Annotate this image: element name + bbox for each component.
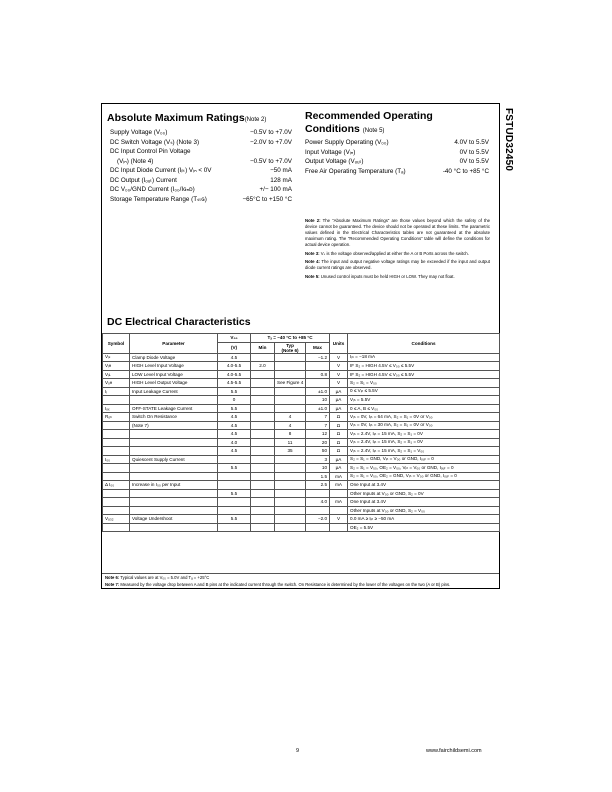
cell-vcc: 0 bbox=[218, 396, 251, 405]
cell-parameter: Voltage Undershoot bbox=[130, 515, 218, 524]
cell-units: V bbox=[330, 515, 348, 524]
cell-max: 50 bbox=[306, 447, 330, 456]
cell-max bbox=[306, 523, 330, 532]
cell-typ bbox=[275, 472, 306, 481]
amr-label: (Vᵢₙ) (Note 4) bbox=[110, 157, 154, 165]
cell-conditions: 0.0 mA ≥ Iᵢₙ ≥ −50 mA bbox=[348, 515, 500, 524]
cell-typ bbox=[275, 489, 306, 498]
amr-label: Supply Voltage (V₀₀) bbox=[110, 129, 168, 136]
cell-vcc: 5.5 bbox=[218, 489, 251, 498]
table-row bbox=[103, 430, 500, 439]
note: Note 5: Unused control inputs must be held HIGH or LOW. They may not float. bbox=[305, 273, 455, 279]
cell-min bbox=[251, 506, 275, 515]
cell-parameter bbox=[130, 472, 218, 481]
cell-symbol bbox=[103, 523, 130, 532]
cell-conditions: S₂ = S₁ = V₀₀, OE₂ = V₀₀, Vᵢₙ = V₀₀ or GND, Iₒᵤₜ = 0 bbox=[348, 464, 500, 473]
cell-parameter bbox=[130, 396, 218, 405]
cell-units: µA bbox=[330, 387, 348, 396]
cell-conditions: 0 ≤ A, B ≤ V₀₀ bbox=[348, 404, 500, 413]
cell-min bbox=[251, 472, 275, 481]
cell-parameter: Increase in I₀₀ per Input bbox=[130, 481, 218, 490]
cell-vcc: 4.5 bbox=[218, 421, 251, 430]
cell-units: µA bbox=[330, 396, 348, 405]
cell-max: 2.5 bbox=[306, 481, 330, 490]
cell-min bbox=[251, 413, 275, 422]
amr-label: DC V₀₀/GND Current (I₀₀/Iɢₙᴅ) bbox=[110, 186, 195, 193]
cell-conditions: IF S₂ = HIGH 4.5V ≤ V₀₀ ≤ 5.5V bbox=[348, 370, 500, 379]
cell-parameter bbox=[130, 506, 218, 515]
cell-parameter bbox=[130, 464, 218, 473]
cell-symbol bbox=[103, 489, 130, 498]
cell-typ bbox=[275, 506, 306, 515]
cell-conditions: 0 ≤ Vᵢₙ ≤ 5.5V bbox=[348, 387, 500, 396]
amr-specs bbox=[110, 128, 292, 204]
cell-symbol: Vₒʜ bbox=[103, 379, 130, 388]
cell-symbol: Vᵢʜ bbox=[103, 362, 130, 371]
dc-header-row-1 bbox=[103, 334, 500, 343]
footnotes bbox=[105, 575, 495, 588]
cell-units bbox=[330, 523, 348, 532]
cell-conditions: Vᵢₙ = 2.4V, Iᵢₙ = 15 mA, S₂ = S₁ = 0V bbox=[348, 438, 500, 447]
cell-units: mA bbox=[330, 472, 348, 481]
cell-conditions: S₂ = S₁ = V₀₀ bbox=[348, 379, 500, 388]
cell-parameter: Switch On Resistance bbox=[130, 413, 218, 422]
amr-label: DC Output (Iₒᵤₜ) Current bbox=[110, 176, 177, 184]
cell-units: µA bbox=[330, 464, 348, 473]
cell-max: ±1.0 bbox=[306, 404, 330, 413]
cell-max bbox=[306, 362, 330, 371]
roc-row bbox=[305, 148, 489, 158]
table-row bbox=[103, 481, 500, 490]
cell-vcc: 4.5 bbox=[218, 353, 251, 362]
cell-parameter: Clamp Diode Voltage bbox=[130, 353, 218, 362]
cell-min bbox=[251, 455, 275, 464]
amr-value: 128 mA bbox=[270, 176, 292, 184]
table-row bbox=[103, 396, 500, 405]
notes-block bbox=[305, 218, 490, 282]
cell-vcc bbox=[218, 472, 251, 481]
cell-vcc: 4.5 bbox=[218, 447, 251, 456]
roc-specs bbox=[305, 138, 489, 176]
cell-conditions: Other Inputs at V₀₀ or GND, S₂ = 0V bbox=[348, 489, 500, 498]
cell-units: Ω bbox=[330, 438, 348, 447]
cell-symbol: I₀₀ bbox=[103, 455, 130, 464]
col-vcc: V₀₀ bbox=[218, 334, 251, 343]
cell-conditions: IF S₂ = HIGH 4.5V ≤ V₀₀ ≤ 5.5V bbox=[348, 362, 500, 371]
table-row bbox=[103, 464, 500, 473]
cell-units: Ω bbox=[330, 413, 348, 422]
cell-vcc bbox=[218, 455, 251, 464]
col-symbol: Symbol bbox=[103, 334, 130, 354]
table-row bbox=[103, 523, 500, 532]
cell-parameter: HIGH Level Output Voltage bbox=[130, 379, 218, 388]
col-conditions: Conditions bbox=[348, 334, 500, 354]
cell-min bbox=[251, 447, 275, 456]
cell-vcc: 5.5 bbox=[218, 464, 251, 473]
cell-units bbox=[330, 489, 348, 498]
cell-max: 4.0 bbox=[306, 498, 330, 507]
cell-min bbox=[251, 370, 275, 379]
roc-value: -40 °C to +85 °C bbox=[442, 167, 489, 175]
cell-max: 10 bbox=[306, 464, 330, 473]
table-row bbox=[103, 472, 500, 481]
amr-label: DC Input Diode Current (Iᵢₖ) Vᵢₙ < 0V bbox=[110, 167, 212, 174]
cell-min bbox=[251, 404, 275, 413]
cell-min bbox=[251, 387, 275, 396]
cell-min bbox=[251, 498, 275, 507]
cell-vcc: 4.5-5.5 bbox=[218, 379, 251, 388]
table-row bbox=[103, 353, 500, 362]
cell-symbol bbox=[103, 421, 130, 430]
col-typ: Typ (Note 6) bbox=[275, 342, 306, 353]
amr-label: Storage Temperature Range (Tₛₜɢ) bbox=[110, 195, 207, 203]
table-row bbox=[103, 370, 500, 379]
cell-min: 2.0 bbox=[251, 362, 275, 371]
cell-units: mA bbox=[330, 498, 348, 507]
page-number: 9 bbox=[296, 748, 300, 754]
roc-value: 4.0V to 5.5V bbox=[454, 139, 489, 146]
col-units: Units bbox=[330, 334, 348, 354]
cell-vcc: 5.5 bbox=[218, 387, 251, 396]
col-ta: Tₐ = −40 °C to +85 °C bbox=[251, 334, 330, 343]
table-row bbox=[103, 498, 500, 507]
cell-min bbox=[251, 489, 275, 498]
cell-vcc: 5.5 bbox=[218, 515, 251, 524]
cell-units: Ω bbox=[330, 447, 348, 456]
cell-typ: 11 bbox=[275, 438, 306, 447]
amr-row bbox=[110, 138, 292, 148]
cell-max bbox=[306, 379, 330, 388]
cell-min bbox=[251, 515, 275, 524]
cell-typ bbox=[275, 404, 306, 413]
cell-max bbox=[306, 489, 330, 498]
col-min: Min bbox=[251, 342, 275, 353]
amr-value: −2.0V to +7.0V bbox=[249, 138, 292, 146]
table-row bbox=[103, 515, 500, 524]
note: Note 2: The “Absolute Maximum Ratings” are those values beyond which the safety of the device cannot be guaranteed. The device should not be operated at these limits. The parametric values defined in the Electrical Characteristics tables are not guaranteed at the absolute maximum rating. The “Recommended Operating Conditions” table will define the conditions for actual device operation. bbox=[305, 218, 490, 247]
cell-min bbox=[251, 430, 275, 439]
cell-conditions: One Input at 3.4V bbox=[348, 481, 500, 490]
cell-conditions: Iᵢₙ = −18 mA bbox=[348, 353, 500, 362]
cell-units: V bbox=[330, 370, 348, 379]
roc-row bbox=[305, 157, 489, 167]
roc-label: Power Supply Operating (V₀₀) bbox=[305, 139, 389, 146]
cell-min bbox=[251, 396, 275, 405]
cell-typ bbox=[275, 353, 306, 362]
cell-symbol: Δ I₀₀ bbox=[103, 481, 130, 490]
amr-label: DC Switch Voltage (Vₛ) (Note 3) bbox=[110, 138, 200, 146]
cell-typ: See Figure 4 bbox=[275, 379, 306, 388]
amr-row bbox=[110, 157, 292, 167]
table-row bbox=[103, 421, 500, 430]
amr-row bbox=[110, 195, 292, 205]
roc-value: 0V to 5.5V bbox=[459, 148, 489, 156]
roc-row bbox=[305, 138, 489, 148]
cell-vcc: 4.5 bbox=[218, 413, 251, 422]
cell-conditions: Vᵢₙ = 0V, Iᵢₙ = 64 mA, S₂ = S₁ = 0V or V₀₀ bbox=[348, 413, 500, 422]
cell-typ bbox=[275, 362, 306, 371]
amr-value: −0.5V to +7.0V bbox=[249, 157, 292, 165]
cell-symbol: Vᵢₖ bbox=[103, 353, 130, 362]
cell-parameter: Quiescent Supply Current bbox=[130, 455, 218, 464]
table-row bbox=[103, 362, 500, 371]
amr-value: −0.5V to +7.0V bbox=[249, 129, 292, 136]
cell-symbol: Iᵢ bbox=[103, 387, 130, 396]
cell-parameter bbox=[130, 523, 218, 532]
cell-units: Ω bbox=[330, 421, 348, 430]
footnote-divider bbox=[102, 573, 499, 574]
table-row bbox=[103, 404, 500, 413]
cell-units: V bbox=[330, 379, 348, 388]
cell-parameter: OFF-STATE Leakage Current bbox=[130, 404, 218, 413]
cell-parameter bbox=[130, 489, 218, 498]
cell-typ bbox=[275, 481, 306, 490]
cell-parameter: LOW Level Input Voltage bbox=[130, 370, 218, 379]
cell-symbol bbox=[103, 396, 130, 405]
cell-symbol bbox=[103, 498, 130, 507]
cell-typ: 35 bbox=[275, 447, 306, 456]
cell-max: 3 bbox=[306, 455, 330, 464]
cell-units: Ω bbox=[330, 430, 348, 439]
cell-max: 20 bbox=[306, 438, 330, 447]
cell-symbol: Vᵤ₃₂ bbox=[103, 515, 130, 524]
roc-title: Recommended Operating Conditions (Note 5) bbox=[305, 110, 433, 135]
amr-row bbox=[110, 147, 292, 157]
cell-min bbox=[251, 421, 275, 430]
cell-symbol bbox=[103, 472, 130, 481]
cell-max: ±1.0 bbox=[306, 387, 330, 396]
cell-vcc bbox=[218, 506, 251, 515]
cell-symbol: Vᵢʟ bbox=[103, 370, 130, 379]
amr-value: −50 mA bbox=[270, 167, 292, 174]
amr-row bbox=[110, 185, 292, 195]
cell-max: 0.8 bbox=[306, 370, 330, 379]
table-row bbox=[103, 379, 500, 388]
cell-max: 12 bbox=[306, 430, 330, 439]
col-max: Max bbox=[306, 342, 330, 353]
roc-value: 0V to 5.5V bbox=[459, 158, 489, 165]
footnote: Note 7: Measured by the voltage drop between A and B pins at the indicated current through the switch. On Resistance is determined by the lower of the voltages on the two (A or B) pins. bbox=[105, 581, 451, 587]
cell-max: 1.5 bbox=[306, 472, 330, 481]
amr-row bbox=[110, 166, 292, 176]
cell-vcc bbox=[218, 481, 251, 490]
cell-max: −1.2 bbox=[306, 353, 330, 362]
cell-symbol bbox=[103, 506, 130, 515]
cell-max: −2.0 bbox=[306, 515, 330, 524]
cell-conditions: Vᵢₙ = 0V, Iᵢₙ = 30 mA, S₂ = S₁ = 0V or V₀₀ bbox=[348, 421, 500, 430]
cell-symbol bbox=[103, 438, 130, 447]
part-number-vertical: FSTUD32450 bbox=[503, 108, 514, 172]
table-row bbox=[103, 413, 500, 422]
cell-min bbox=[251, 481, 275, 490]
footnote: Note 6: Typical values are at V₀₀ = 5.0V and Tₐ = +25°C bbox=[105, 575, 210, 580]
table-row bbox=[103, 438, 500, 447]
cell-units: mA bbox=[330, 481, 348, 490]
cell-parameter bbox=[130, 498, 218, 507]
cell-min bbox=[251, 379, 275, 388]
cell-conditions: Vᵢₙ = 5.5V bbox=[348, 396, 500, 405]
cell-vcc: 5.5 bbox=[218, 404, 251, 413]
cell-parameter bbox=[130, 438, 218, 447]
cell-min bbox=[251, 438, 275, 447]
cell-symbol bbox=[103, 464, 130, 473]
cell-units: V bbox=[330, 353, 348, 362]
cell-typ: 4 bbox=[275, 413, 306, 422]
cell-parameter: (Note 7) bbox=[130, 421, 218, 430]
table-row bbox=[103, 387, 500, 396]
cell-vcc bbox=[218, 498, 251, 507]
cell-max: 7 bbox=[306, 421, 330, 430]
cell-max bbox=[306, 506, 330, 515]
cell-typ bbox=[275, 515, 306, 524]
cell-vcc: 4.5 bbox=[218, 430, 251, 439]
cell-vcc: 4.0-5.5 bbox=[218, 370, 251, 379]
col-vcc-unit: (V) bbox=[218, 342, 251, 353]
cell-vcc: 4.0 bbox=[218, 438, 251, 447]
cell-conditions: OE₂ = 5.5V bbox=[348, 523, 500, 532]
cell-typ bbox=[275, 523, 306, 532]
cell-units: µA bbox=[330, 404, 348, 413]
cell-typ bbox=[275, 464, 306, 473]
table-row bbox=[103, 506, 500, 515]
cell-typ bbox=[275, 455, 306, 464]
cell-parameter bbox=[130, 430, 218, 439]
cell-conditions: Vᵢₙ = 2.4V, Iᵢₙ = 15 mA, S₂ = S₁ = V₀₀ bbox=[348, 447, 500, 456]
cell-typ bbox=[275, 498, 306, 507]
cell-units bbox=[330, 506, 348, 515]
amr-title: Absolute Maximum Ratings(Note 2) bbox=[107, 112, 267, 124]
cell-typ: 8 bbox=[275, 430, 306, 439]
amr-label: DC Input Control Pin Voltage bbox=[110, 148, 191, 155]
roc-row bbox=[305, 167, 489, 177]
cell-conditions: One Input at 3.4V bbox=[348, 498, 500, 507]
cell-typ: 4 bbox=[275, 421, 306, 430]
dc-title: DC Electrical Characteristics bbox=[107, 316, 251, 328]
cell-symbol bbox=[103, 447, 130, 456]
cell-symbol bbox=[103, 430, 130, 439]
dc-table bbox=[102, 333, 500, 532]
website-link[interactable]: www.fairchildsemi.com bbox=[426, 748, 482, 754]
table-row bbox=[103, 455, 500, 464]
cell-max: 7 bbox=[306, 413, 330, 422]
table-row bbox=[103, 447, 500, 456]
cell-typ bbox=[275, 396, 306, 405]
roc-label: Input Voltage (Vᵢₙ) bbox=[305, 148, 356, 156]
amr-value: −65°C to +150 °C bbox=[242, 195, 292, 203]
cell-parameter: Input Leakage Current bbox=[130, 387, 218, 396]
roc-label: Output Voltage (Vₒᵤₜ) bbox=[305, 158, 364, 165]
cell-vcc: 4.0-5.5 bbox=[218, 362, 251, 371]
roc-label: Free Air Operating Temperature (Tₐ) bbox=[305, 167, 406, 175]
cell-min bbox=[251, 353, 275, 362]
amr-row bbox=[110, 176, 292, 186]
cell-vcc bbox=[218, 523, 251, 532]
cell-units: V bbox=[330, 362, 348, 371]
table-row bbox=[103, 489, 500, 498]
cell-typ bbox=[275, 387, 306, 396]
cell-conditions: Vᵢₙ = 2.4V, Iᵢₙ = 15 mA, S₂ = S₁ = 0V bbox=[348, 430, 500, 439]
cell-min bbox=[251, 464, 275, 473]
col-parameter: Parameter bbox=[130, 334, 218, 354]
cell-parameter: HIGH Level Input Voltage bbox=[130, 362, 218, 371]
cell-typ bbox=[275, 370, 306, 379]
cell-max: 10 bbox=[306, 396, 330, 405]
cell-symbol: Rₒₙ bbox=[103, 413, 130, 422]
note: Note 3: Vₛ is the voltage observed/applied at either the A or B Ports across the switch. bbox=[305, 250, 469, 256]
cell-symbol: Iₒₓ bbox=[103, 404, 130, 413]
cell-conditions: Other Inputs at V₀₀ or GND, S₂ = V₀₀ bbox=[348, 506, 500, 515]
amr-row bbox=[110, 128, 292, 138]
cell-units: µA bbox=[330, 455, 348, 464]
cell-min bbox=[251, 523, 275, 532]
note: Note 4: The input and output negative voltage ratings may be exceeded if the input and output diode current ratings are observed. bbox=[305, 259, 490, 270]
cell-parameter bbox=[130, 447, 218, 456]
cell-conditions: S₂ = S₁ = V₀₀, OE₂ = GND, Vᵢₙ = V₀₀ or GND, Iₒᵤₜ = 0 bbox=[348, 472, 500, 481]
amr-value: +/− 100 mA bbox=[259, 186, 292, 193]
cell-conditions: S₂ = S₁ = GND, Vᵢₙ = V₀₀ or GND, Iₒᵤₜ = 0 bbox=[348, 455, 500, 464]
